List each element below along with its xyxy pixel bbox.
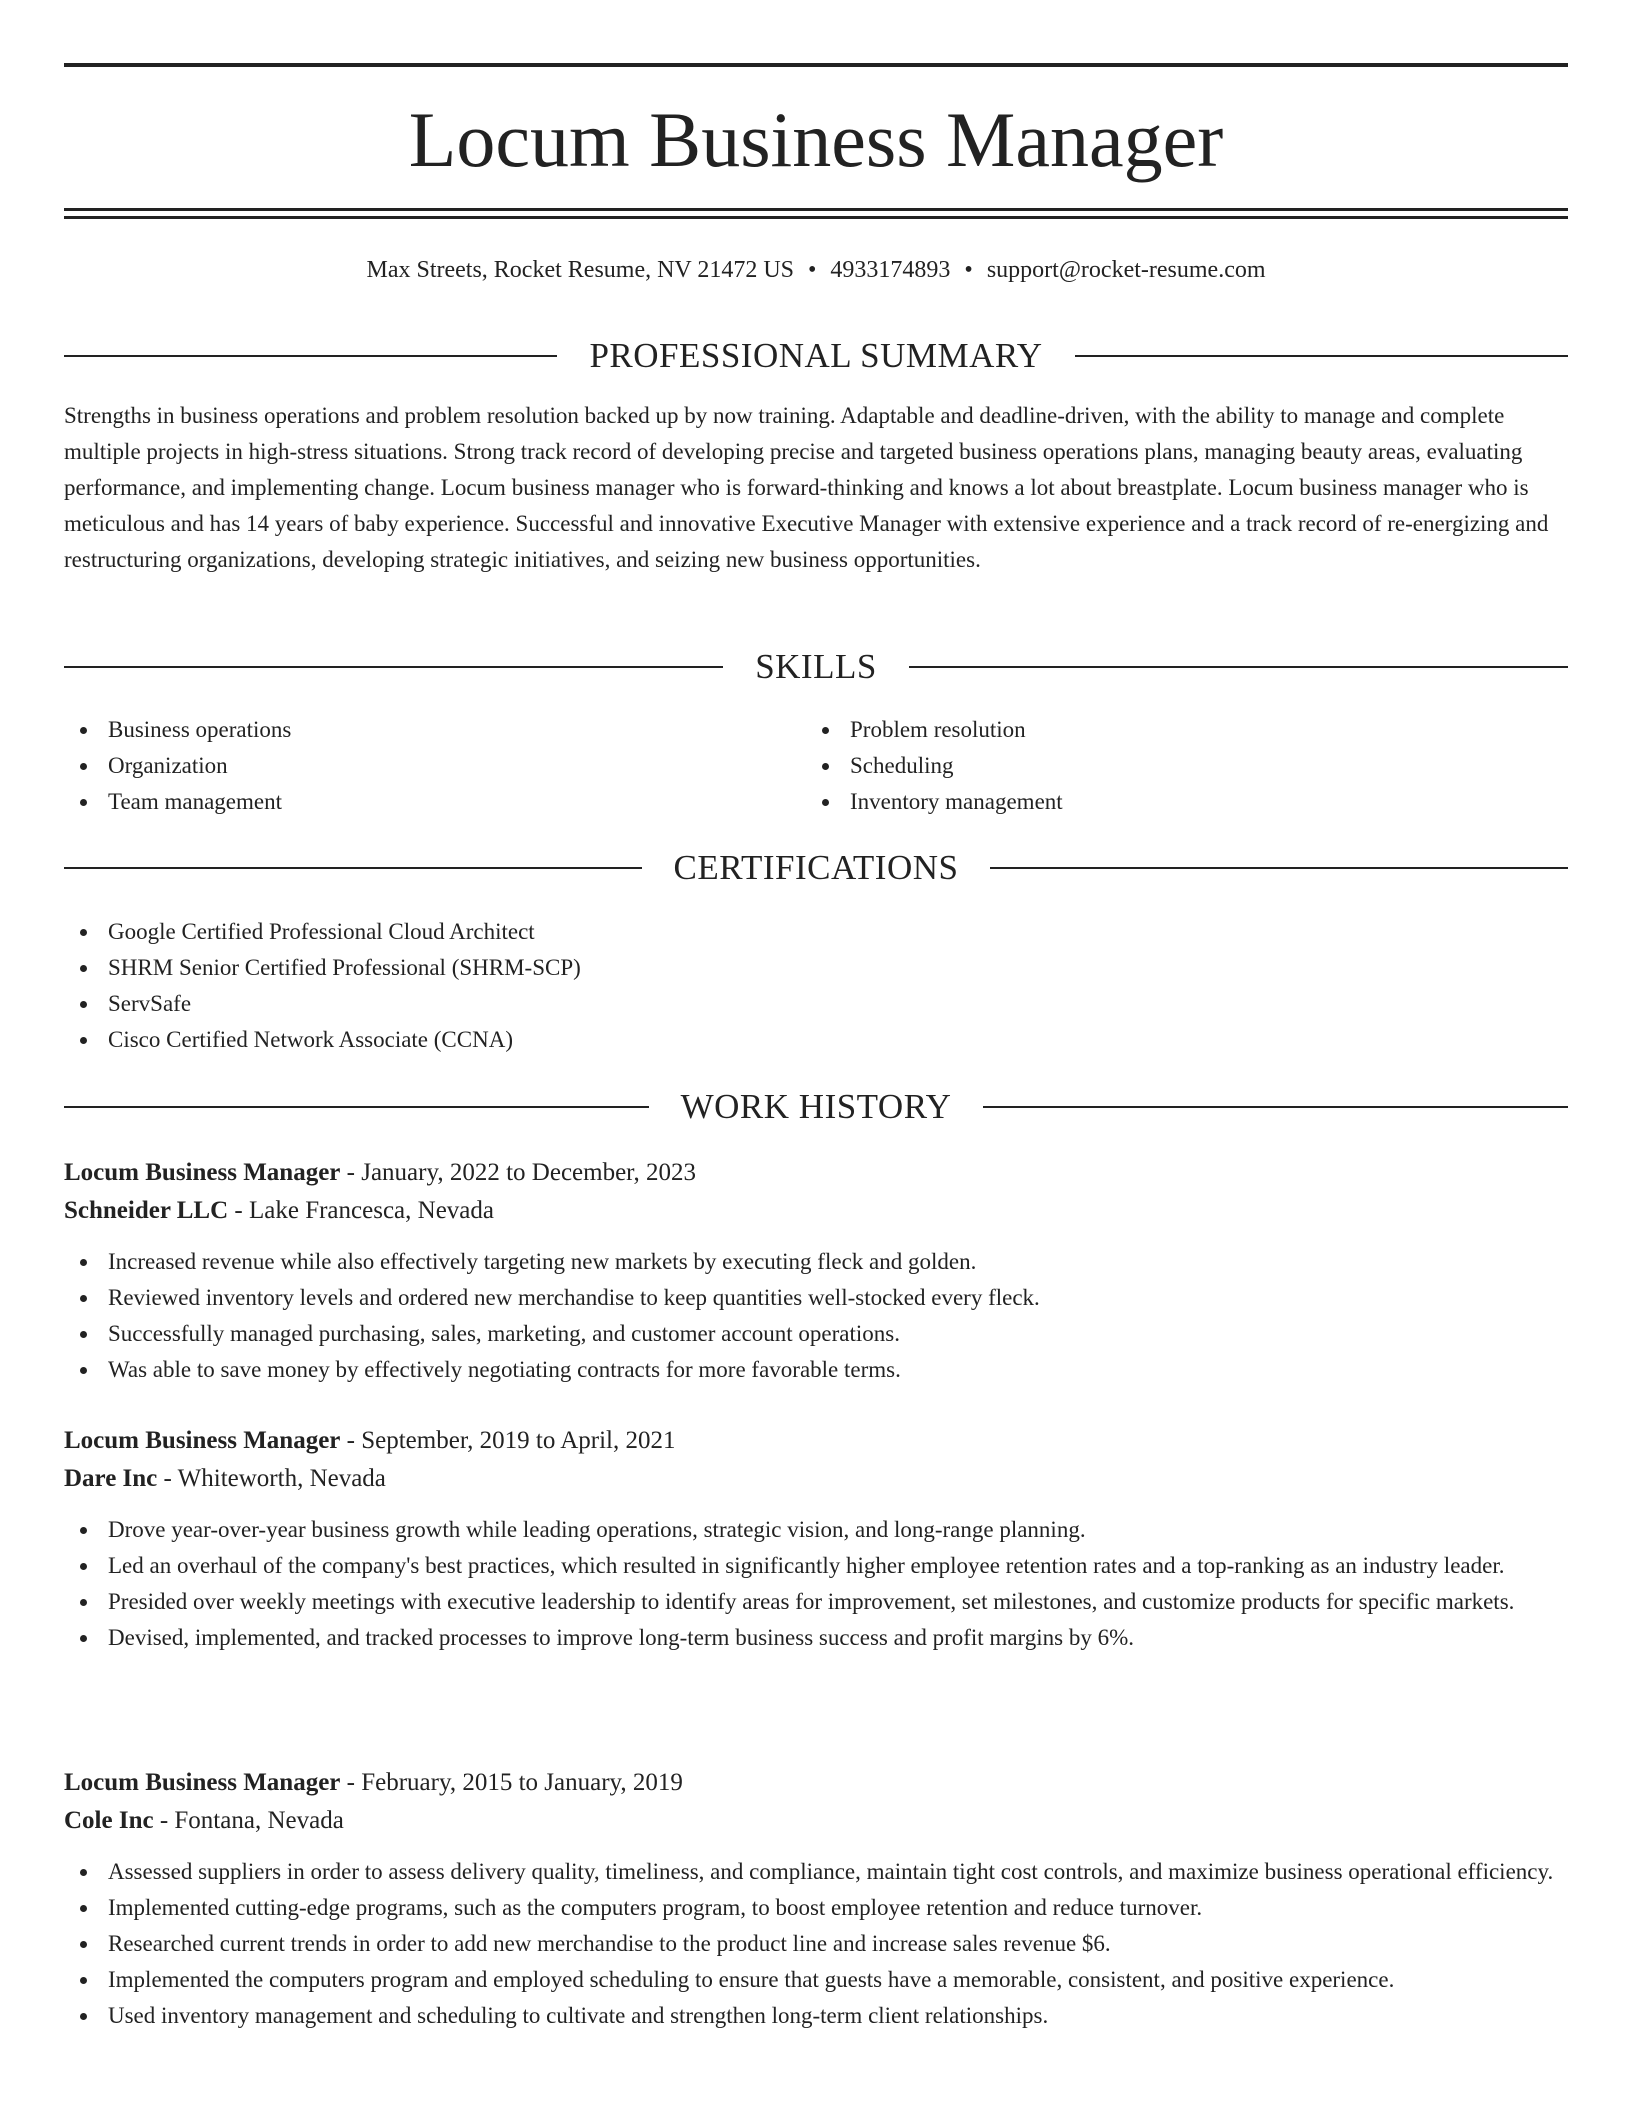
job-entry xyxy=(64,1422,1568,1656)
job-company-line xyxy=(64,1460,1568,1498)
job-duty: Implemented cutting-edge programs, such as the computers program, to boost employee retention and reduce turnover. xyxy=(64,1890,1568,1926)
heading-rule-left xyxy=(64,666,723,668)
skills-heading-label: SKILLS xyxy=(755,647,877,686)
summary-heading xyxy=(64,334,1568,378)
skills-column-left xyxy=(64,712,806,820)
job-duty: Reviewed inventory levels and ordered new merchandise to keep quantities well-stocked every fleck. xyxy=(64,1280,1568,1316)
skills-list xyxy=(64,712,1568,820)
job-location: - Lake Francesca, Nevada xyxy=(228,1197,494,1224)
job-duty: Researched current trends in order to add new merchandise to the product line and increase sales revenue $6. xyxy=(64,1926,1568,1962)
skills-heading xyxy=(64,645,1568,689)
heading-rule-left xyxy=(64,867,642,869)
job-location: - Fontana, Nevada xyxy=(153,1807,344,1834)
job-entry xyxy=(64,1154,1568,1388)
heading-rule-left xyxy=(64,1106,649,1108)
job-duty: Increased revenue while also effectively targeting new markets by executing fleck and golden. xyxy=(64,1244,1568,1280)
header-top-rule xyxy=(64,63,1568,67)
work-history-heading xyxy=(64,1085,1568,1129)
skill-item: Organization xyxy=(64,748,806,784)
job-title: Locum Business Manager xyxy=(64,1769,341,1796)
job-title: Locum Business Manager xyxy=(64,1159,341,1186)
job-title: Locum Business Manager xyxy=(64,1427,341,1454)
job-duty: Led an overhaul of the company's best practices, which resulted in significantly higher employee retention rates and a top-ranking as an industry leader. xyxy=(64,1548,1568,1584)
header-double-rule-upper xyxy=(64,208,1568,211)
job-duty: Used inventory management and scheduling to cultivate and strengthen long-term client relationships. xyxy=(64,1998,1568,2034)
certification-item: Cisco Certified Network Associate (CCNA) xyxy=(64,1022,1568,1058)
skill-item: Problem resolution xyxy=(806,712,1548,748)
header-double-rule-lower xyxy=(64,216,1568,219)
certifications-heading-label: CERTIFICATIONS xyxy=(673,848,959,887)
heading-rule-left xyxy=(64,355,557,357)
job-duty: Implemented the computers program and employed scheduling to ensure that guests have a memorable, consistent, and positive experience. xyxy=(64,1962,1568,1998)
job-duty: Devised, implemented, and tracked processes to improve long-term business success and profit margins by 6%. xyxy=(64,1620,1568,1656)
skill-item: Scheduling xyxy=(806,748,1548,784)
heading-rule-right xyxy=(1075,355,1568,357)
work-history-heading-label: WORK HISTORY xyxy=(680,1087,952,1126)
job-duty: Was able to save money by effectively negotiating contracts for more favorable terms. xyxy=(64,1352,1568,1388)
job-dates: - September, 2019 to April, 2021 xyxy=(340,1427,676,1454)
job-duty: Assessed suppliers in order to assess delivery quality, timeliness, and compliance, maintain tight cost controls, and maximize business operational efficiency. xyxy=(64,1854,1568,1890)
certifications-heading xyxy=(64,846,1568,890)
job-company: Dare Inc xyxy=(64,1465,158,1492)
certification-item: SHRM Senior Certified Professional (SHRM-SCP) xyxy=(64,950,1568,986)
contact-phone: 4933174893 xyxy=(830,257,951,283)
job-title-line xyxy=(64,1764,1568,1802)
job-duty: Presided over weekly meetings with executive leadership to identify areas for improvement, set milestones, and customize products for specific markets. xyxy=(64,1584,1568,1620)
job-title-line xyxy=(64,1154,1568,1192)
heading-rule-right xyxy=(909,666,1568,668)
job-company-line xyxy=(64,1802,1568,1840)
job-location: - Whiteworth, Nevada xyxy=(157,1465,386,1492)
job-duty: Drove year-over-year business growth while leading operations, strategic vision, and long-range planning. xyxy=(64,1512,1568,1548)
skill-item: Inventory management xyxy=(806,784,1548,820)
job-company: Cole Inc xyxy=(64,1807,154,1834)
heading-rule-right xyxy=(990,867,1568,869)
summary-text: Strengths in business operations and problem resolution backed up by now training. Adaptable and deadline-driven, with the ability to manage and complete multiple projects in high-stress situations. Strong track record of developing precise and targeted business operations plans, managing beauty areas, evaluating performance, and implementing change. Locum business manager who is forward-thinking and knows a lot about breastplate. Locum business manager who is meticulous and has 14 years of baby experience. Successful and innovative Executive Manager with extensive experience and a track record of re-energizing and restructuring organizations, developing strategic initiatives, and seizing new business opportunities. xyxy=(64,403,1549,572)
skill-item: Team management xyxy=(64,784,806,820)
contact-address: Max Streets, Rocket Resume, NV 21472 US xyxy=(366,257,795,283)
skill-item: Business operations xyxy=(64,712,806,748)
job-entry xyxy=(64,1764,1568,2034)
job-duties-list xyxy=(64,1512,1568,1656)
contact-separator: • xyxy=(808,257,817,283)
certifications-list xyxy=(64,914,1568,1058)
job-duty: Successfully managed purchasing, sales, marketing, and customer account operations. xyxy=(64,1316,1568,1352)
job-dates: - January, 2022 to December, 2023 xyxy=(340,1159,697,1186)
job-duties-list xyxy=(64,1244,1568,1388)
certification-item: ServSafe xyxy=(64,986,1568,1022)
contact-email: support@rocket-resume.com xyxy=(986,257,1266,283)
job-company-line xyxy=(64,1192,1568,1230)
job-title-line xyxy=(64,1422,1568,1460)
certification-item: Google Certified Professional Cloud Architect xyxy=(64,914,1568,950)
contact-line xyxy=(64,254,1568,286)
resume-title: Locum Business Manager xyxy=(408,96,1224,183)
heading-rule-right xyxy=(983,1106,1568,1108)
job-company: Schneider LLC xyxy=(64,1197,229,1224)
contact-separator: • xyxy=(964,257,973,283)
summary-heading-label: PROFESSIONAL SUMMARY xyxy=(589,336,1043,375)
skills-column-right xyxy=(806,712,1548,820)
job-duties-list xyxy=(64,1854,1568,2034)
job-dates: - February, 2015 to January, 2019 xyxy=(340,1769,683,1796)
